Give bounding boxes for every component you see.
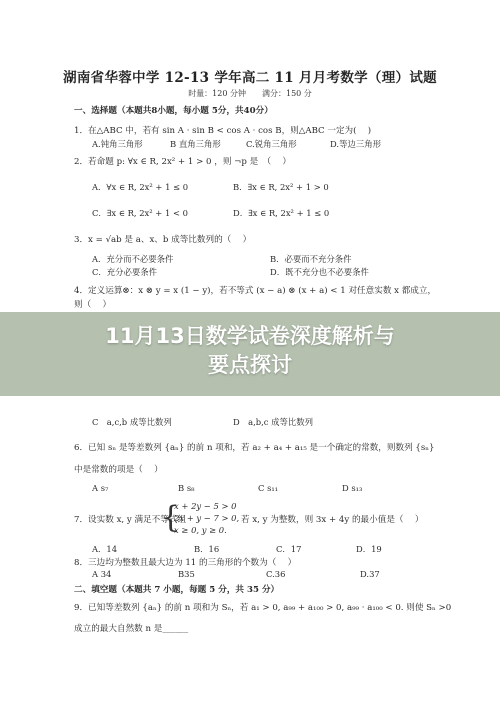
question-9-continuation: 成立的最大自然数 n 是______ — [74, 624, 189, 634]
question-4-continuation: 则（ ） — [74, 300, 112, 310]
q2-option-d: D．∃x ∈ R, 2x² + 1 ≤ 0 — [233, 208, 330, 218]
q8-option-b: B35 — [178, 569, 195, 579]
q8-option-c: C.36 — [266, 569, 286, 579]
q3-option-c: C．充分必要条件 — [92, 267, 158, 277]
question-9: 9．已知等差数列 {aₙ} 的前 n 项和为 Sₙ，若 a₁ > 0, a₉₉ + a₁₀₀ > 0, a₉₉ · a₁₀₀ < 0. 则使 Sₙ >0 — [74, 603, 452, 613]
q6-option-d: D s₁₃ — [342, 483, 363, 493]
section-heading-choice: 一、选择题（本题共8小题，每小题 5分，共40分） — [74, 106, 273, 116]
q6-option-a: A s₇ — [92, 483, 109, 493]
q2-option-a: A．∀x ∈ R, 2x² + 1 ≤ 0 — [92, 182, 189, 192]
q2-option-c: C．∃x ∈ R, 2x² + 1 < 0 — [92, 208, 188, 218]
question-8: 8．三边均为整数且最大边为 11 的三角形的个数为（ ） — [74, 558, 297, 568]
question-3: 3．x = √ab 是 a、x、b 成等比数列的（ ） — [74, 235, 252, 245]
q3-option-d: D．既不充分也不必要条件 — [270, 267, 369, 277]
question-7-intro: 7．设实数 x, y 满足不等式组 — [74, 515, 187, 525]
q1-option-a: A.钝角三角形 — [92, 139, 143, 149]
question-2: 2．若命题 p: ∀x ∈ R, 2x² + 1 > 0 ，则 ¬p 是 （ ） — [74, 157, 292, 167]
q6-option-c: C s₁₁ — [258, 483, 279, 493]
q7-inequality-3: x ≥ 0, y ≥ 0. — [174, 525, 227, 535]
exam-subtitle: 时量：120 分钟 满分：150 分 — [188, 89, 312, 98]
q7-inequality-2: 2x + y − 7 > 0, — [174, 513, 240, 523]
question-4: 4．定义运算⊗：x ⊗ y = x (1 − y)，若不等式 (x − a) ⊗ (x + a) < 1 对任意实数 x 都成立， — [74, 286, 437, 296]
question-6-continuation: 中是常数的项是（ ） — [74, 465, 163, 475]
system-brace-icon: { — [161, 500, 181, 535]
section-heading-fill: 二、填空题（本题共 7 小题，每题 5 分，共 35 分） — [74, 585, 280, 595]
q1-option-b: B 直角三角形 — [170, 139, 221, 149]
overlay-title — [0, 322, 500, 380]
q8-option-d: D.37 — [360, 569, 380, 579]
q3-option-b: B．必要而不充分条件 — [270, 254, 352, 264]
q5-option-d: D a,b,c 成等比数列 — [233, 417, 313, 427]
overlay-title-line-2: 要点探讨 — [208, 353, 292, 377]
q7-option-d: D．19 — [356, 544, 382, 554]
q6-option-b: B s₈ — [178, 483, 195, 493]
q7-option-c: C．17 — [276, 544, 302, 554]
q1-option-d: D.等边三角形 — [330, 139, 381, 149]
q1-option-c: C.锐角三角形 — [246, 139, 297, 149]
exam-title: 湖南省华蓉中学 12-13 学年高二 11 月月考数学（理）试题 — [63, 70, 437, 86]
q2-option-b: B．∃x ∈ R, 2x² + 1 > 0 — [233, 182, 329, 192]
question-1: 1．在△ABC 中，若有 sin A · sin B < cos A · cos B，则△ABC 一定为( ) — [74, 126, 372, 136]
q7-option-a: A．14 — [92, 544, 118, 554]
question-6: 6．已知 sₙ 是等差数列 {aₙ} 的前 n 项和，若 a₂ + a₄ + a₁₅ 是一个确定的常数，则数列 {sₙ} — [74, 443, 435, 453]
q7-option-b: B．16 — [194, 544, 220, 554]
question-7-stem: 若 x, y 为整数，则 3x + 4y 的最小值是（ ） — [241, 515, 424, 525]
overlay-title-line-1: 11月13日数学试卷深度解析与 — [105, 324, 395, 348]
q8-option-a: A 34 — [92, 569, 112, 579]
q3-option-a: A．充分而不必要条件 — [92, 254, 174, 264]
q5-option-c: C a,c,b 成等比数列 — [92, 417, 172, 427]
q7-inequality-1: x + 2y − 5 > 0 — [174, 501, 237, 511]
